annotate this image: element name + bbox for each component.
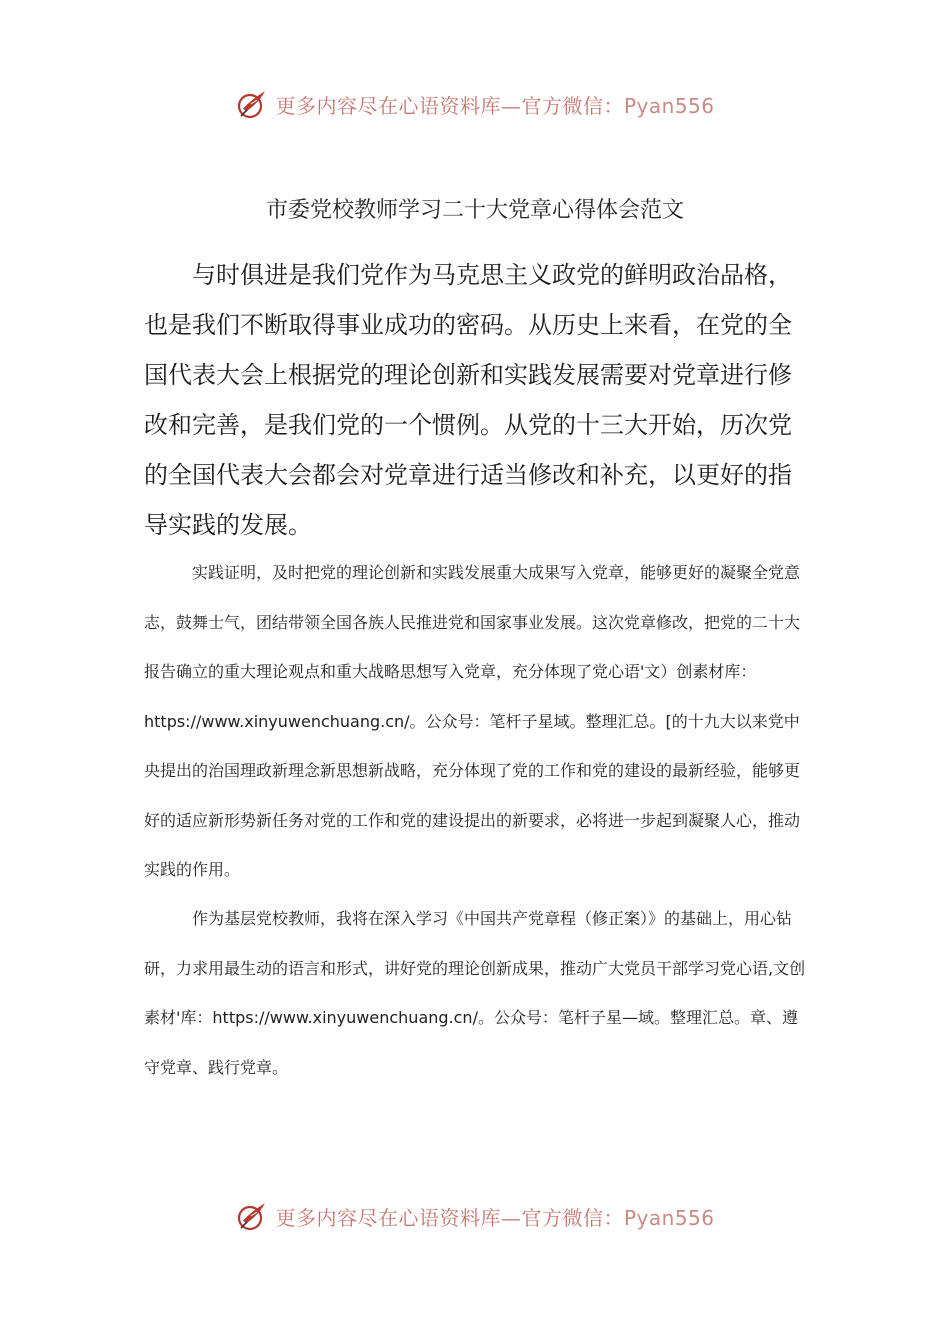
body-paragraph-3: 作为基层党校教师，我将在深入学习《中国共产党章程（修正案）》的基础上，用心钻研，力求用最生动的语言和形式，讲好党的理论创新成果，推动广大党员干部学习党心语,文创素材'库：https://www.xinyuwenchuang.cn/。公众号：笔杆子星—域。整理汇总。章、遵守党章、践行党章。 xyxy=(144,909,806,1077)
body-paragraph-2: 实践证明，及时把党的理论创新和实践发展重大成果写入党章，能够更好的凝聚全党意志，鼓舞士气，团结带领全国各族人民推进党和国家事业发展。这次党章修改，把党的二十大报告确立的重大理论观点和重大战略思想写入党章，充分体现了党心语'文）创素材库：https://www.xinyuwenchuang.cn/。公众号：笔杆子星域。整理汇总。[的十九大以来党中央提出的治国理政新理念新思想新战略，充分体现了党的工作和党的建设的最新经验，能够更好的适应新形势新任务对党的工作和党的建设提出的新要求，必将进一步起到凝聚人心，推动实践的作用。 xyxy=(144,563,801,879)
banner-text: 更多内容尽在心语资料库—官方微信：Pyan556 xyxy=(275,1205,715,1230)
quill-pen-logo-icon xyxy=(235,87,269,121)
wechat-id: Pyan556 xyxy=(623,93,715,118)
footer-banner xyxy=(0,1196,950,1236)
wechat-id: Pyan556 xyxy=(623,1205,715,1230)
lead-paragraph: 与时俱进是我们党作为马克思主义政党的鲜明政治品格，也是我们不断取得事业成功的密码。从历史上来看，在党的全国代表大会上根据党的理论创新和实践发展需要对党章进行修改和完善，是我们党的一个惯例。从党的十三大开始，历次党的全国代表大会都会对党章进行适当修改和补充，以更好的指导实践的发展。 xyxy=(144,261,792,539)
header-banner xyxy=(0,84,950,124)
banner-text: 更多内容尽在心语资料库—官方微信：Pyan556 xyxy=(275,93,715,118)
document-title: 市委党校教师学习二十大党章心得体会范文 xyxy=(265,198,684,223)
quill-pen-logo-icon xyxy=(235,1199,269,1233)
